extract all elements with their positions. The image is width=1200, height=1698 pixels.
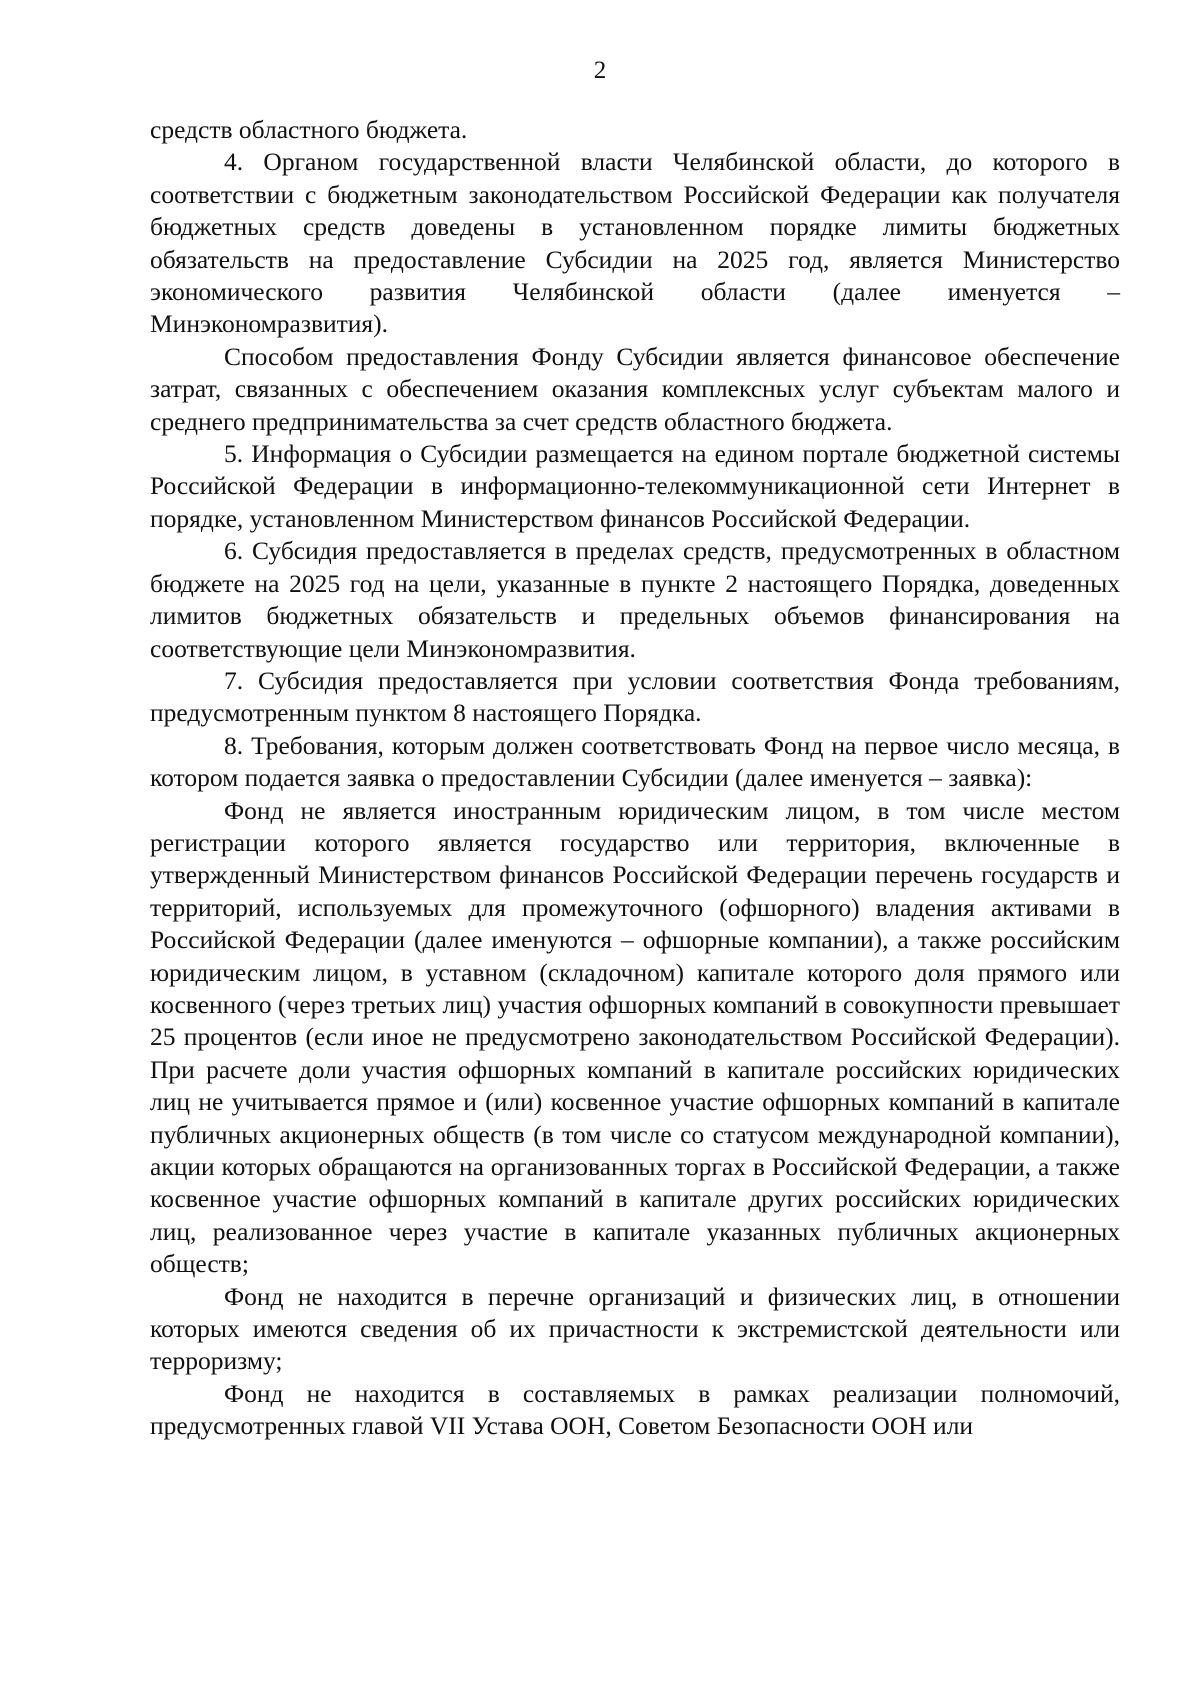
paragraph-requirement-un-lists: Фонд не находится в составляемых в рамках реализации полномочий, предусмотренных главой VII Устава ООН, Советом Безопасности ООН или	[150, 1378, 1120, 1441]
paragraph-requirement-extremism: Фонд не находится в перечне организаций и физических лиц, в отношении которых имеются сведения об их причастности к экстремистской деятельности или терроризму;	[150, 1281, 1120, 1376]
paragraph-subsidy-method: Способом предоставления Фонду Субсидии является финансовое обеспечение затрат, связанных с обеспечением оказания комплексных услуг субъектам малого и среднего предпринимательства за счет средств областного бюджета.	[150, 341, 1120, 436]
paragraph-item-4: 4. Органом государственной власти Челябинской области, до которого в соответствии с бюджетным законодательством Российской Федерации как получателя бюджетных средств доведены в установленном порядке лимиты бюджетных обязательств на предоставление Субсидии на 2025 год, является Министерство экономического развития Челябинской области (далее именуется – Минэкономразвития).	[150, 147, 1120, 339]
paragraph-item-5: 5. Информация о Субсидии размещается на едином портале бюджетной системы Российской Федерации в информационно-телекоммуникационной сети Интернет в порядке, установленном Министерством финансов Российской Федерации.	[150, 439, 1120, 533]
paragraph-item-6: 6. Субсидия предоставляется в пределах средств, предусмотренных в областном бюджете на 2025 год на цели, указанные в пункте 2 настоящего Порядка, доведенных лимитов бюджетных обязательств и предельных объемов финансирования на соответствующие цели Минэкономразвития.	[150, 536, 1120, 663]
paragraph-requirement-offshore: Фонд не является иностранным юридическим лицом, в том числе местом регистрации которого является государство или территория, включенные в утвержденный Министерством финансов Российской Федерации перечень государств и территорий, используемых для промежуточного (офшорного) владения активами в Российской Федерации (далее именуются – офшорные компании), а также российским юридическим лицом, в уставном (складочном) капитале которого доля прямого или косвенного (через третьих лиц) участия офшорных компаний в совокупности превышает 25 процентов (если иное не предусмотрено законодательством Российской Федерации). При расчете доли участия офшорных компаний в капитале российских юридических лиц не учитывается прямое и (или) косвенное участие офшорных компаний в капитале публичных акционерных обществ (в том числе со статусом международной компании), акции которых обращаются на организованных торгах в Российской Федерации, а также косвенное участие офшорных компаний в капитале других российских юридических лиц, реализованное через участие в капитале указанных публичных акционерных обществ;	[150, 795, 1120, 1279]
page-number: 2	[593, 57, 607, 84]
paragraph-item-8: 8. Требования, которым должен соответствовать Фонд на первое число месяца, в котором подается заявка о предоставлении Субсидии (далее именуется – заявка):	[150, 730, 1120, 793]
document-body	[150, 114, 1120, 1443]
paragraph-continuation: средств областного бюджета.	[150, 115, 468, 144]
paragraph-item-7: 7. Субсидия предоставляется при условии соответствия Фонда требованиям, предусмотренным пунктом 8 настоящего Порядка.	[150, 665, 1120, 728]
